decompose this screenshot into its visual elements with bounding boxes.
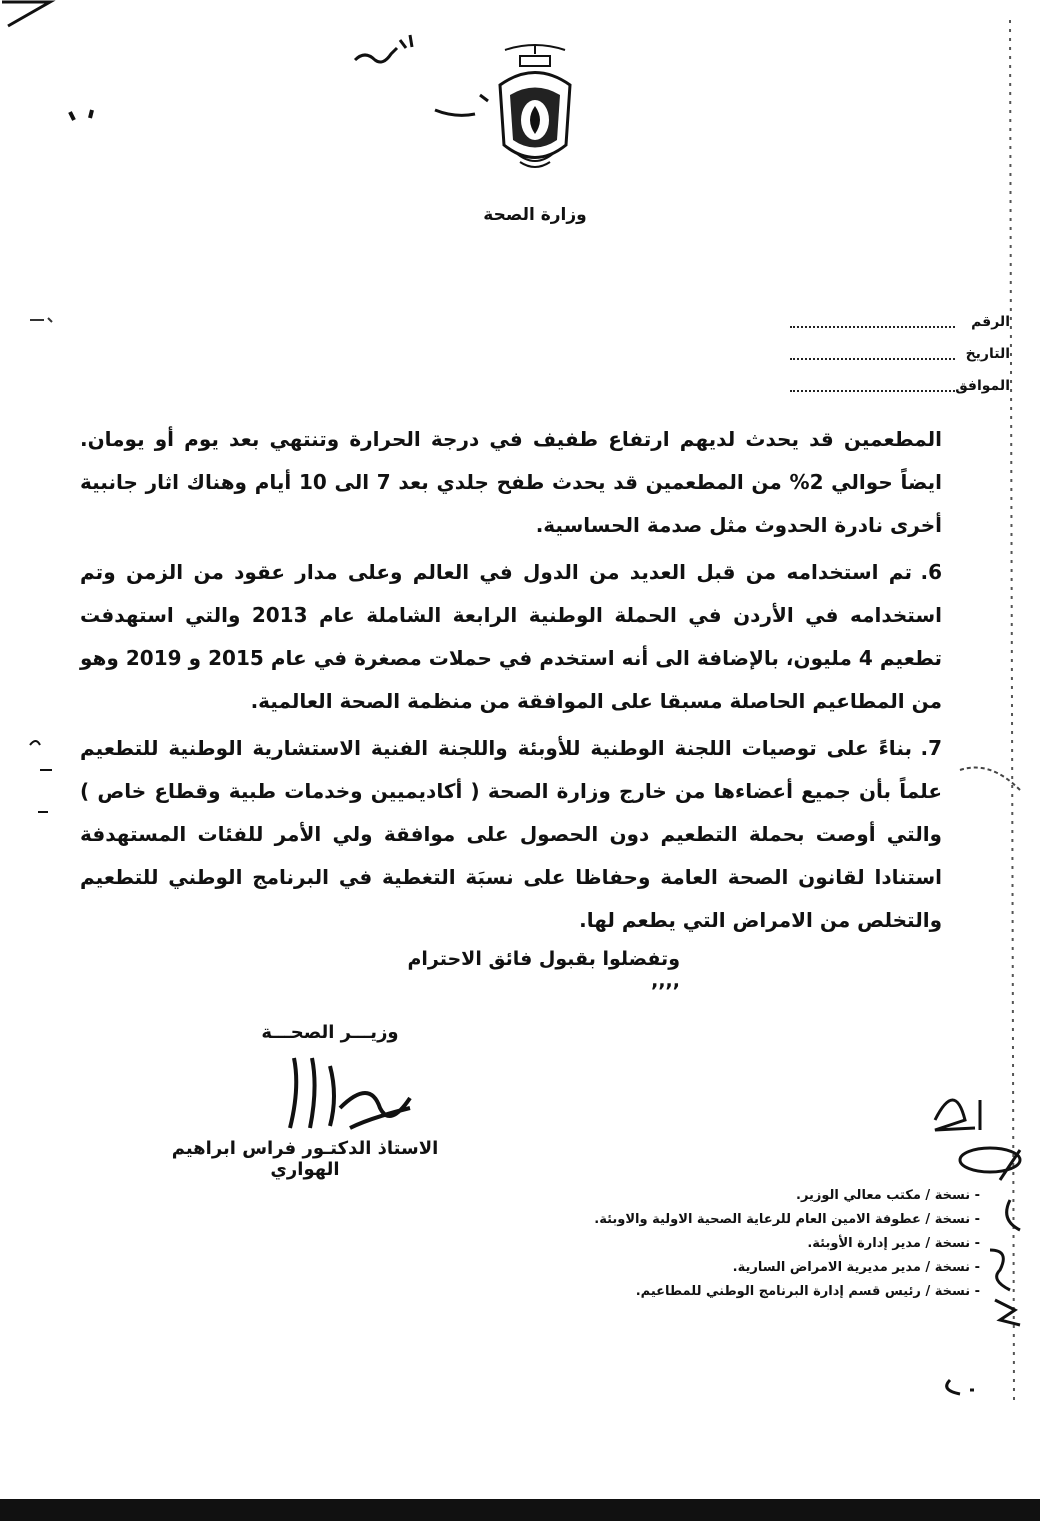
letter-body [80,418,942,946]
item-number: 7. [920,736,942,760]
item-text: تم استخدامه من قبل العديد من الدول في العالم وعلى مدار عقود من الزمن وتم استخدامه في الأردن في الحملة الوطنية الرابعة الشاملة عام 2013 والتي استهدفت تطعيم 4 مليون، بالإضافة الى أنه استخدم في حملات مصغرة في عام 2015 و 2019 وهو من المطاعيم الحاصلة مسبقا على الموافقة من منظمة الصحة العالمية. [80,560,942,713]
paragraph-side-effects: المطعمين قد يحدث لديهم ارتفاع طفيف في درجة الحرارة وتنتهي بعد يوم أو يومان. ايضاً حوالي 2% من المطعمين قد يحدث طفح جلدي بعد 7 الى 10 أيام وهناك اثار جانبية أخرى نادرة الحدوث مثل صدمة الحساسية. [80,427,943,537]
scan-edge-bar [0,1499,1040,1521]
handwritten-signature [270,1048,430,1138]
reference-number-label: الرقم [971,314,1010,330]
corresponding-date-label: الموافق [955,378,1010,394]
jordan-coat-of-arms-icon [490,40,580,190]
dotted-line [790,358,955,360]
closing-line: وتفضلوا بقبول فائق الاحترام ,,,, [407,948,680,992]
item-number: 6. [920,560,942,584]
copy-item: - نسخة / عطوفة الامين العام للرعاية الصحية الاولية والاوبئة. [594,1212,980,1227]
dotted-line [790,390,955,392]
copy-item: - نسخة / مدير إدارة الأوبئة. [807,1236,980,1251]
reference-number-field [790,310,1030,338]
list-item-6 [80,551,942,723]
copy-item: - نسخة / مكتب معالي الوزير. [796,1188,980,1203]
signatory-name: الاستاذ الدكتـور فراس ابراهيم الهواري [171,1138,439,1180]
copies-list [560,1184,980,1304]
date-label: التاريخ [965,346,1010,362]
copy-item: - نسخة / رئيس قسم إدارة البرنامج الوطني للمطاعيم. [635,1284,980,1299]
item-text: بناءً على توصيات اللجنة الوطنية للأوبئة واللجنة الفنية الاستشارية الوطنية للتطعيم علماً بأن جميع أعضاءها من خارج وزارة الصحة ( أكاديميين وخدمات طبية وقطاع خاص ) والتي أوصت بحملة التطعيم دون الحصول على موافقة ولي الأمر للفئات المستهدفة استنادا لقانون الصحة العامة وحفاظا على نسبَة التغطية في البرنامج الوطني للتطعيم والتخلص من الامراض التي يطعم لها. [80,736,942,932]
signatory-title: وزيـــر الصحـــة [261,1022,399,1043]
folded-corner-mark [0,0,60,30]
dotted-line [790,326,955,328]
list-item-7 [80,727,942,942]
ministry-name: وزارة الصحة [483,205,587,225]
copy-item: - نسخة / مدير مديرية الامراض السارية. [732,1260,980,1275]
date-field [790,342,1030,370]
handwritten-initials [920,1080,1030,1400]
corresponding-date-field [790,374,1030,402]
